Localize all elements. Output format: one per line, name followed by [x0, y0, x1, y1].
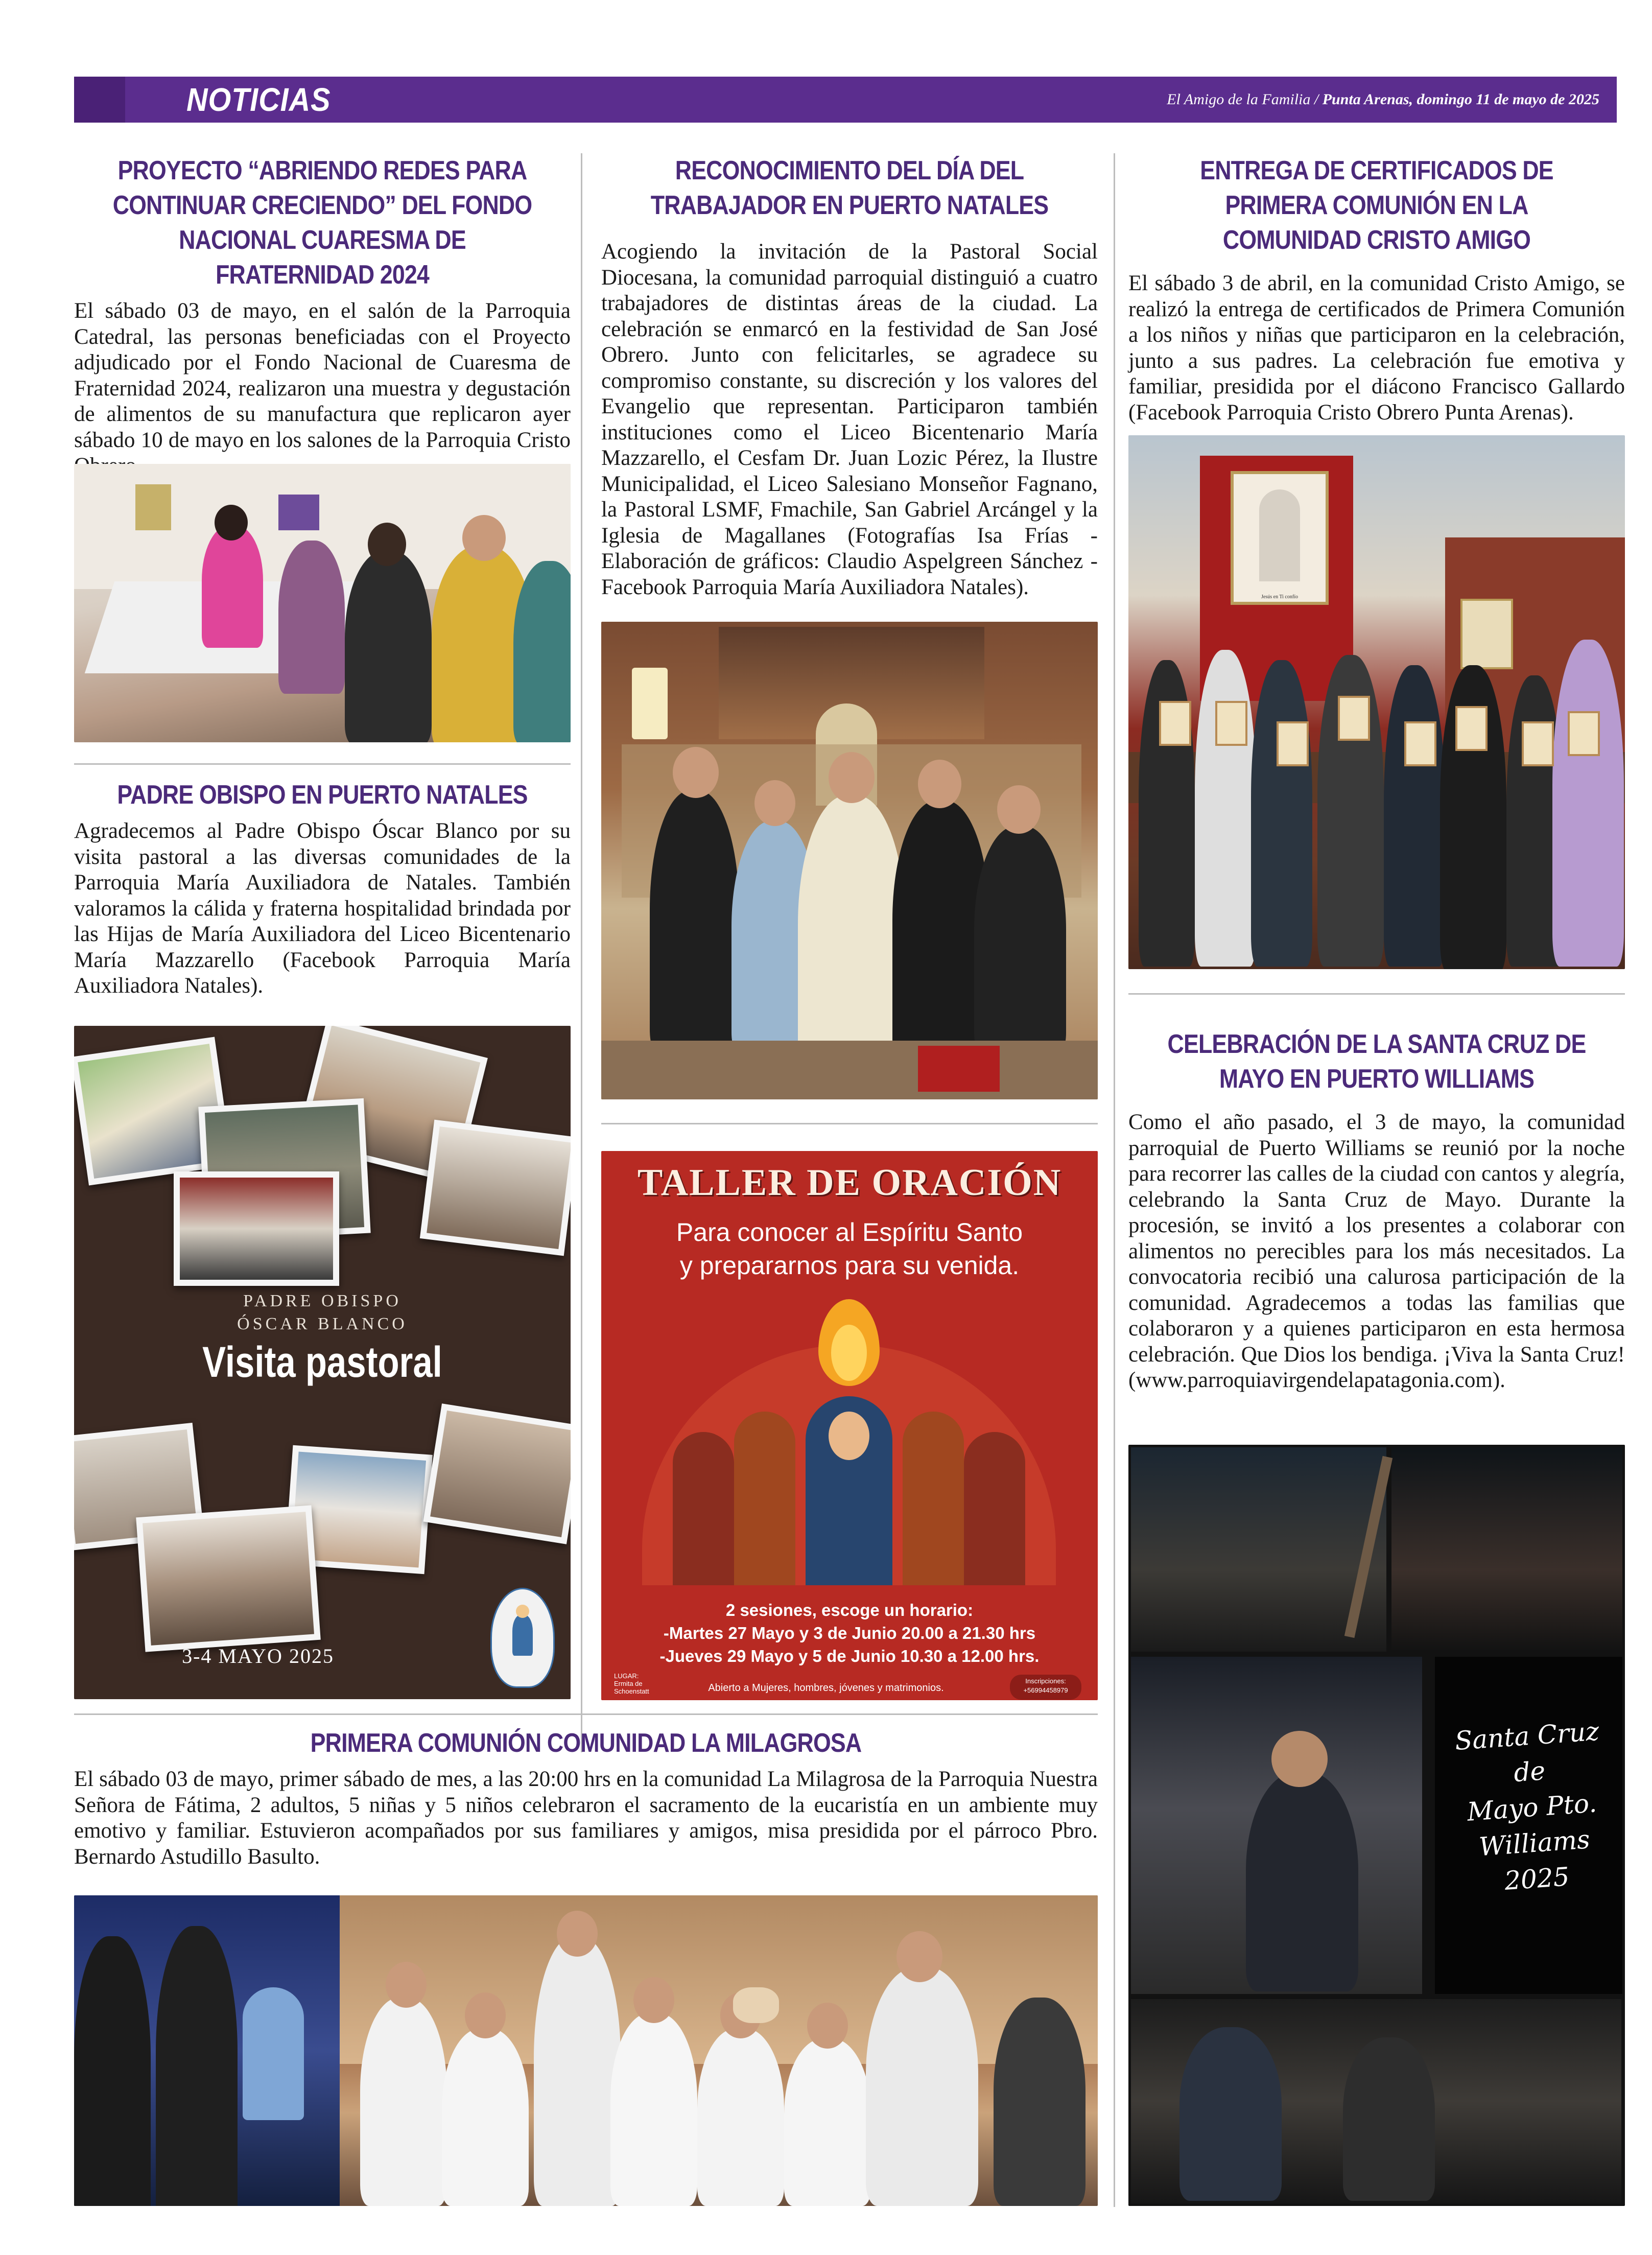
poster-visita-pastoral [74, 1026, 571, 1699]
photo-milagrosa-first-communion [74, 1895, 1098, 2206]
article-santacruz [1128, 1027, 1625, 1394]
collage-photo [423, 1403, 571, 1544]
caption-line: Williams 2025 [1478, 1824, 1591, 1896]
page-header [74, 77, 1617, 123]
poster-inscripciones [1010, 1675, 1081, 1700]
lugar-value: Ermita de Schoenstatt [614, 1680, 649, 1695]
article-certificados [1128, 153, 1625, 426]
collage-photo [136, 1505, 321, 1652]
column-divider [581, 153, 582, 1752]
poster-headline: Visita pastoral [202, 1338, 442, 1386]
photo-first-communion-certificates [1128, 435, 1625, 969]
virgin-statue [243, 1987, 304, 2120]
santacruz-caption [1444, 1712, 1620, 1902]
poster-audience: Abierto a Mujeres, hombres, jóvenes y matrimonios. [708, 1682, 944, 1694]
caption-line: Santa Cruz de [1454, 1716, 1600, 1788]
dateline: Punta Arenas, domingo 11 de mayo de 2025 [1322, 91, 1599, 108]
article-proyecto [74, 153, 571, 479]
caption-panel [1435, 1657, 1622, 1994]
poster-taller-oracion [601, 1151, 1098, 1700]
poster-title: TALLER DE ORACIÓN [637, 1162, 1062, 1204]
poster-dates: 3-4 MAYO 2025 [182, 1645, 334, 1667]
photo-santa-cruz-collage [1128, 1445, 1625, 2206]
article-title: RECONOCIMIENTO DEL DÍA DEL TRABAJADOR EN PUERTO NATALES [650, 156, 1049, 220]
article-divider [601, 1123, 1098, 1124]
header-dateline [1167, 77, 1599, 123]
pentecost-illustration [642, 1345, 1056, 1585]
article-body: Como el año pasado, el 3 de mayo, la comunidad parroquial de Puerto Williams se reunió por la noche para recorrer las calles de la ciudad con cantos y alegría, celebrando la Santa Cruz de Mayo. Durante la procesión, se invitó a los presentes a colaborar con alimentos no perecibles para los más necesitados. La convocatoria recibió una calurosa participación de la comunidad. Agradecemos a todas las familias que colaboraron y a quienes participaron en esta hermosa celebración. Que Dios los bendiga. ¡Viva la Santa Cruz! (www.parroquiavirgendelapatagonia.com). [1128, 1110, 1625, 1392]
poster-line2: ÓSCAR BLANCO [237, 1314, 408, 1333]
section-title: NOTICIAS [186, 81, 331, 118]
article-title: CELEBRACIÓN DE LA SANTA CRUZ DE MAYO EN PUERTO WILLIAMS [1167, 1029, 1586, 1094]
article-body: El sábado 03 de mayo, primer sábado de mes, a las 20:00 hrs en la comunidad La Milagrosa de la Parroquia Nuestra Señora de Fátima, 2 adultos, 5 niñas y 5 niños celebraron el sacramento de la eucaristía en un ambiente muy emotivo y familiar. Estuvieron acompañados por sus familiares y amigos, misa presidida por el párroco Pbro. Bernardo Astudillo Basulto. [74, 1767, 1098, 1869]
photo-food-fair [74, 464, 571, 742]
divine-mercy-frame [1231, 471, 1329, 605]
school-crest-icon [490, 1588, 555, 1688]
header-accent [74, 77, 125, 123]
article-body: El sábado 3 de abril, en la comunidad Cristo Amigo, se realizó la entrega de certificados de Primera Comunión a los niños y niñas que participaron en la celebración, junto a sus padres. La celebración fue emotiva y familiar, presidida por el diácono Francisco Gallardo (Facebook Parroquia Cristo Obrero Punta Arenas). [1128, 271, 1625, 425]
inscripciones-phone: +56994458979 [1023, 1686, 1068, 1694]
frame-caption: Jesús en Ti confío [1261, 594, 1298, 600]
article-trabajador [601, 153, 1098, 600]
article-milagrosa [74, 1726, 1098, 1870]
article-body: El sábado 03 de mayo, en el salón de la Parroquia Catedral, las personas beneficiadas con el Proyecto adjudicado por el Fondo Nacional de Cuaresma de Fraternidad 2024, realizaron una muestra y degustación de alimentos de su manufactura que replicaron ayer sábado 10 de mayo en los salones de la Parroquia Cristo [74, 299, 571, 452]
article-divider [1128, 993, 1625, 995]
poster-sessions: 2 sesiones, escoge un horario: [725, 1601, 974, 1619]
article-divider [74, 1713, 1098, 1715]
collage-photo [174, 1171, 339, 1286]
poster-line1: PADRE OBISPO [243, 1291, 402, 1310]
poster-session-1: -Martes 27 Mayo y 3 de Junio 20.00 a 21.30 hrs [663, 1624, 1036, 1642]
article-body: Agradecemos al Padre Obispo Óscar Blanco por su visita pastoral a las diversas comunidades de la Parroquia María Auxiliadora de Natales. También valoramos la cálida y fraterna hospitalidad brindada por las Hijas de María Auxiliadora del Liceo Bicentenario María Mazzarello (Facebook Parroquia María Auxiliadora Natales). [74, 819, 571, 998]
article-body: Acogiendo la invitación de la Pastoral Social Diocesana, la comunidad parroquial distinguió a cuatro trabajadores de distintas áreas de la ciudad. La celebración se enmarcó en la festividad de San José Obrero. Junto con felicitarles, se agradece su compromiso constante, su discreción y los valores del Evangelio que representan. Participaron también instituciones como el Liceo Bicentenario María Mazzarello, el Cesfam Dr. Juan Lozic Pérez, la Ilustre Municipalidad, el Liceo Salesiano Monseñor Fagnano, la Pastoral LSMF, Fmachile, San Gabriel Arcángel y la Iglesia de Magallanes (Fotografías Isa Frías - Elaboración de gráficos: Claudio Aspelgreen Sánchez - Facebook Parroquia María Auxiliadora Natales). [601, 240, 1098, 599]
lugar-label: LUGAR: [614, 1672, 639, 1680]
photo-workers-recognition [601, 622, 1098, 1099]
poster-subtitle: y prepararnos para su venida. [679, 1251, 1020, 1280]
poster-session-2: -Jueves 29 Mayo y 5 de Junio 10.30 a 12.00 hrs. [659, 1647, 1040, 1665]
column-divider [1114, 153, 1115, 2207]
poster-subtitle: Para conocer al Espíritu Santo [676, 1218, 1023, 1247]
article-title: PADRE OBISPO EN PUERTO NATALES [117, 780, 528, 810]
flower-arrangement [733, 1987, 779, 2023]
inscripciones-label: Inscripciones: [1025, 1677, 1066, 1685]
article-title: PROYECTO “ABRIENDO REDES PARA CONTINUAR CRECIENDO” DEL FONDO NACIONAL CUARESMA DE FRATERNIDAD 2024 [112, 156, 532, 290]
article-divider [74, 763, 571, 765]
collage-photo [420, 1120, 571, 1256]
caption-line: Mayo Pto. [1466, 1788, 1598, 1827]
publication-name: El Amigo de la Familia / [1167, 91, 1319, 108]
article-title: ENTREGA DE CERTIFICADOS DE PRIMERA COMUNIÓN EN LA COMUNIDAD CRISTO AMIGO [1200, 156, 1553, 255]
article-obispo [74, 778, 571, 999]
article-title: PRIMERA COMUNIÓN COMUNIDAD LA MILAGROSA [310, 1728, 862, 1758]
poster-lugar [614, 1672, 670, 1695]
